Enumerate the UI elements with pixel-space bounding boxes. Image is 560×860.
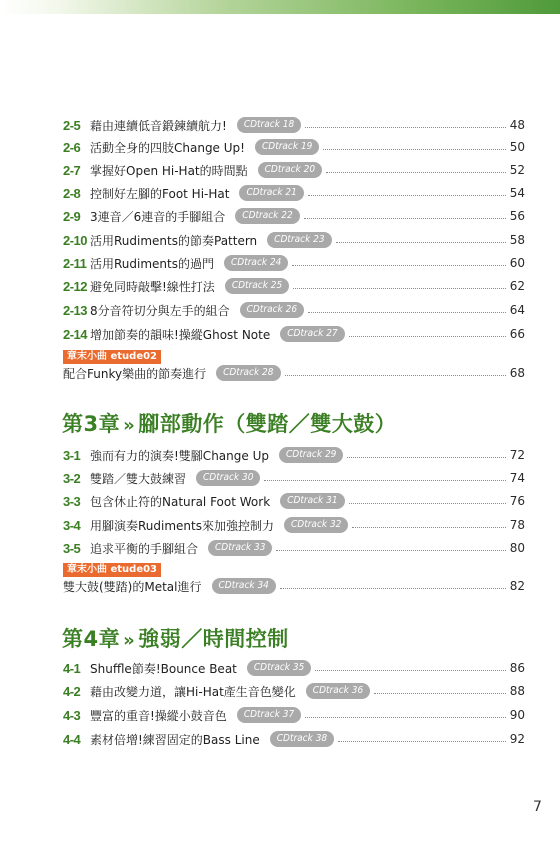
entry-title: 雙踏／雙大鼓練習 [90,471,187,486]
page-ref: 52 [509,163,525,177]
page-number: 7 [533,799,542,815]
page-ref: 56 [509,209,525,223]
entry-title: 8分音符切分與左手的組合 [90,303,230,318]
leader-dots [285,375,507,376]
entry-title: 強而有力的演奏!雙腳Change Up [90,448,269,463]
entry-title: 藉由改變力道，讓Hi-Hat產生音色變化 [90,684,296,699]
entry-number: 3-4 [63,517,81,533]
cd-track-badge: CDtrack 24 [224,255,288,271]
cd-track-badge: CDtrack 25 [225,278,289,294]
cd-track-badge: CDtrack 21 [239,185,303,201]
toc-entry[interactable] [63,680,525,702]
toc-entry[interactable] [63,467,525,489]
leader-dots [349,336,506,337]
cd-track-badge: CDtrack 32 [284,517,348,533]
page-ref: 54 [509,186,525,200]
cd-track-badge: CDtrack 37 [237,707,301,723]
entry-number: 2-9 [63,208,81,224]
toc-entry[interactable] [63,728,525,750]
cd-track-badge: CDtrack 30 [196,470,260,486]
entry-title: 用腳演奏Rudiments來加強控制力 [90,518,274,533]
entry-number: 4-1 [63,660,81,676]
leader-dots [374,693,506,694]
entry-number: 4-2 [63,683,81,699]
leader-dots [292,265,506,266]
leader-dots [323,149,506,150]
toc-entry[interactable] [63,537,525,559]
toc-entry[interactable] [63,704,525,726]
chapter-arrow: » [123,415,136,436]
toc-entry[interactable] [63,182,525,204]
cd-track-badge: CDtrack 23 [267,232,331,248]
chapter-label: 第3章 [62,412,121,436]
entry-title: 避免同時敲擊!線性打法 [90,279,215,294]
cd-track-badge: CDtrack 33 [208,540,272,556]
leader-dots [338,741,506,742]
entry-number: 2-5 [63,117,81,133]
entry-number: 2-14 [63,326,88,342]
page-ref: 80 [509,541,525,555]
page-ref: 48 [509,118,525,132]
entry-number: 3-2 [63,470,81,486]
page-ref: 74 [509,471,525,485]
entry-number: 2-6 [63,139,81,155]
entry-number: 2-13 [63,302,88,318]
entry-title: 3連音／6連音的手腳組合 [90,209,226,224]
leader-dots [276,550,506,551]
toc-entry[interactable] [63,114,525,136]
leader-dots [280,588,506,589]
leader-dots [305,127,506,128]
entry-number: 3-5 [63,540,81,556]
cd-track-badge: CDtrack 35 [247,660,311,676]
entry-title: 活用Rudiments的節奏Pattern [90,233,258,248]
chapter-heading [62,623,289,653]
entry-title: 素材倍增!練習固定的Bass Line [90,732,260,747]
page-ref: 68 [509,366,525,380]
entry-title: 藉由連續低音鍛鍊續航力! [90,118,227,133]
chapter-label: 第4章 [62,627,121,651]
toc-entry[interactable] [63,136,525,158]
chapter-title: 腳部動作（雙踏／雙大鼓） [138,412,397,436]
page-ref: 86 [509,661,525,675]
toc-entry[interactable] [63,444,525,466]
leader-dots [308,195,506,196]
leader-dots [304,218,506,219]
entry-number: 4-4 [63,731,81,747]
entry-title: 控制好左腳的Foot Hi-Hat [90,186,230,201]
leader-dots [336,242,506,243]
cd-track-badge: CDtrack 26 [240,302,304,318]
page-ref: 88 [509,684,525,698]
entry-number: 2-12 [63,278,88,294]
leader-dots [308,312,506,313]
entry-title: 掌握好Open Hi-Hat的時間點 [90,163,248,178]
etude-entry[interactable] [63,575,525,597]
page-ref: 92 [509,732,525,746]
etude-tag: 章末小曲 etude02 [63,350,161,364]
leader-dots [293,288,506,289]
cd-track-badge: CDtrack 27 [280,326,344,342]
cd-track-badge: CDtrack 19 [255,139,319,155]
toc-entry[interactable] [63,205,525,227]
cd-track-badge: CDtrack 20 [258,162,322,178]
entry-number: 2-10 [63,232,88,248]
etude-title: 雙大鼓(雙踏)的Metal進行 [63,579,202,594]
entry-number: 3-3 [63,493,81,509]
page-ref: 78 [509,518,525,532]
toc-entry[interactable] [63,323,525,345]
chapter-arrow: » [123,630,136,651]
leader-dots [315,670,506,671]
page-ref: 66 [509,327,525,341]
page-ref: 90 [509,708,525,722]
leader-dots [352,527,506,528]
cd-track-badge: CDtrack 38 [270,731,334,747]
page-ref: 62 [509,279,525,293]
chapter-title: 強弱／時間控制 [138,627,289,651]
toc-entry[interactable] [63,159,525,181]
toc-entry[interactable] [63,299,525,321]
leader-dots [349,503,506,504]
leader-dots [347,457,506,458]
entry-number: 2-8 [63,185,81,201]
cd-track-badge: CDtrack 29 [279,447,343,463]
entry-title: 增加節奏的韻味!操縱Ghost Note [90,327,271,342]
entry-title: 活用Rudiments的過門 [90,256,214,271]
cd-track-badge: CDtrack 36 [306,683,370,699]
entry-title: 活動全身的四肢Change Up! [90,140,245,155]
entry-number: 2-11 [63,255,87,271]
page-ref: 60 [509,256,525,270]
entry-title: 追求平衡的手腳組合 [90,541,199,556]
etude-tag: 章末小曲 etude03 [63,563,161,577]
cd-track-badge: CDtrack 28 [216,365,280,381]
leader-dots [326,172,506,173]
cd-track-badge: CDtrack 22 [235,208,299,224]
entry-title: 包含休止符的Natural Foot Work [90,494,271,509]
page-ref: 72 [509,448,525,462]
cd-track-badge: CDtrack 34 [212,578,276,594]
leader-dots [264,480,506,481]
toc-entry[interactable] [63,275,525,297]
cd-track-badge: CDtrack 31 [280,493,344,509]
toc-entry[interactable] [63,490,525,512]
toc-entry[interactable] [63,657,525,679]
entry-title: 豐富的重音!操縱小鼓音色 [90,708,227,723]
top-green-bar [0,0,560,14]
page-ref: 76 [509,494,525,508]
cd-track-badge: CDtrack 18 [237,117,301,133]
page-ref: 82 [509,579,525,593]
toc-entry[interactable] [63,252,525,274]
page-ref: 58 [509,233,525,247]
page-ref: 50 [509,140,525,154]
entry-number: 2-7 [63,162,81,178]
leader-dots [305,717,506,718]
page-ref: 64 [509,303,525,317]
entry-number: 4-3 [63,707,81,723]
chapter-heading [62,408,396,438]
entry-number: 3-1 [63,447,81,463]
etude-title: 配合Funky樂曲的節奏進行 [63,366,207,381]
toc-entry[interactable] [63,514,525,536]
toc-entry[interactable] [63,229,525,251]
etude-entry[interactable] [63,362,525,384]
entry-title: Shuffle節奏!Bounce Beat [90,661,237,676]
